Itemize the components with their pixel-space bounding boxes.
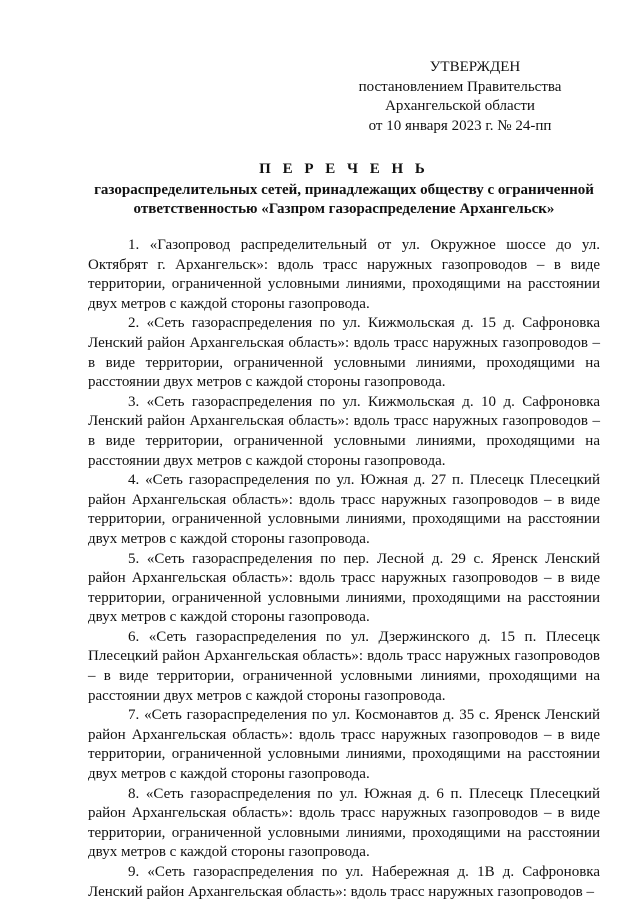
list-item: 2. «Сеть газораспределения по ул. Кижмольская д. 15 д. Сафроновка Ленский район Архангельская область»: вдоль трасс наружных газопроводов – в виде территории, ограниченной условными линиями, проходящими на расстоянии двух метров с каждой стороны газопровода. <box>88 315 600 391</box>
approval-line-1: постановлением Правительства <box>358 78 562 95</box>
list-item: 8. «Сеть газораспределения по ул. Южная д. 6 п. Плесецк Плесецкий район Архангельская область»: вдоль трасс наружных газопроводов – в виде территории, ограниченной условными линиями, проходящими на расстоянии двух метров с каждой стороны газопровода. <box>88 785 600 861</box>
title-line-2: ответственностью «Газпром газораспределение Архангельск» <box>133 201 555 217</box>
list-item: 1. «Газопровод распределительный от ул. Окружное шоссе до ул. Октябрят г. Архангельск»: вдоль трасс наружных газопроводов – в виде территории, ограниченной условными линиями, проходящими на расстоянии двух метров с каждой стороны газопровода. <box>88 237 600 312</box>
list-item: 3. «Сеть газораспределения по ул. Кижмольская д. 10 д. Сафроновка Ленский район Архангельская область»: вдоль трасс наружных газопроводов – в виде территории, ограниченной условными линиями, проходящими на расстоянии двух метров с каждой стороны газопровода. <box>88 393 600 469</box>
list-item: 5. «Сеть газораспределения по пер. Лесной д. 29 с. Яренск Ленский район Архангельская область»: вдоль трасс наружных газопроводов – в виде территории, ограниченной условными линиями, проходящими на расстоянии двух метров с каждой стороны газопровода. <box>88 550 600 626</box>
list-item: 7. «Сеть газораспределения по ул. Космонавтов д. 35 с. Яренск Ленский район Архангельская область»: вдоль трасс наружных газопроводов – в виде территории, ограниченной условными линиями, проходящими на расстоянии двух метров с каждой стороны газопровода. <box>88 707 600 783</box>
list-item: 6. «Сеть газораспределения по ул. Дзержинского д. 15 п. Плесецк Плесецкий район Архангельская область»: вдоль трасс наружных газопроводов – в виде территории, ограниченной условными линиями, проходящими на расстоянии двух метров с каждой стороны газопровода. <box>88 628 600 704</box>
title-line-1: газораспределительных сетей, принадлежащих обществу с ограниченной <box>94 181 594 198</box>
document-title <box>88 160 600 220</box>
approval-line-3: от 10 января 2023 г. № 24-пп <box>368 117 552 134</box>
title-heading: П Е Р Е Ч Е Н Ь <box>259 161 429 177</box>
items-list <box>88 236 600 902</box>
approval-approved: УТВЕРЖДЕН <box>429 59 521 75</box>
approval-stamp <box>330 58 590 136</box>
list-item: 9. «Сеть газораспределения по ул. Набережная д. 1В д. Сафроновка Ленский район Архангельская область»: вдоль трасс наружных газопроводов – <box>88 864 600 900</box>
list-item: 4. «Сеть газораспределения по ул. Южная д. 27 п. Плесецк Плесецкий район Архангельская область»: вдоль трасс наружных газопроводов – в виде территории, ограниченной условными линиями, проходящими на расстоянии двух метров с каждой стороны газопровода. <box>88 472 600 547</box>
approval-line-2: Архангельской области <box>385 98 535 114</box>
